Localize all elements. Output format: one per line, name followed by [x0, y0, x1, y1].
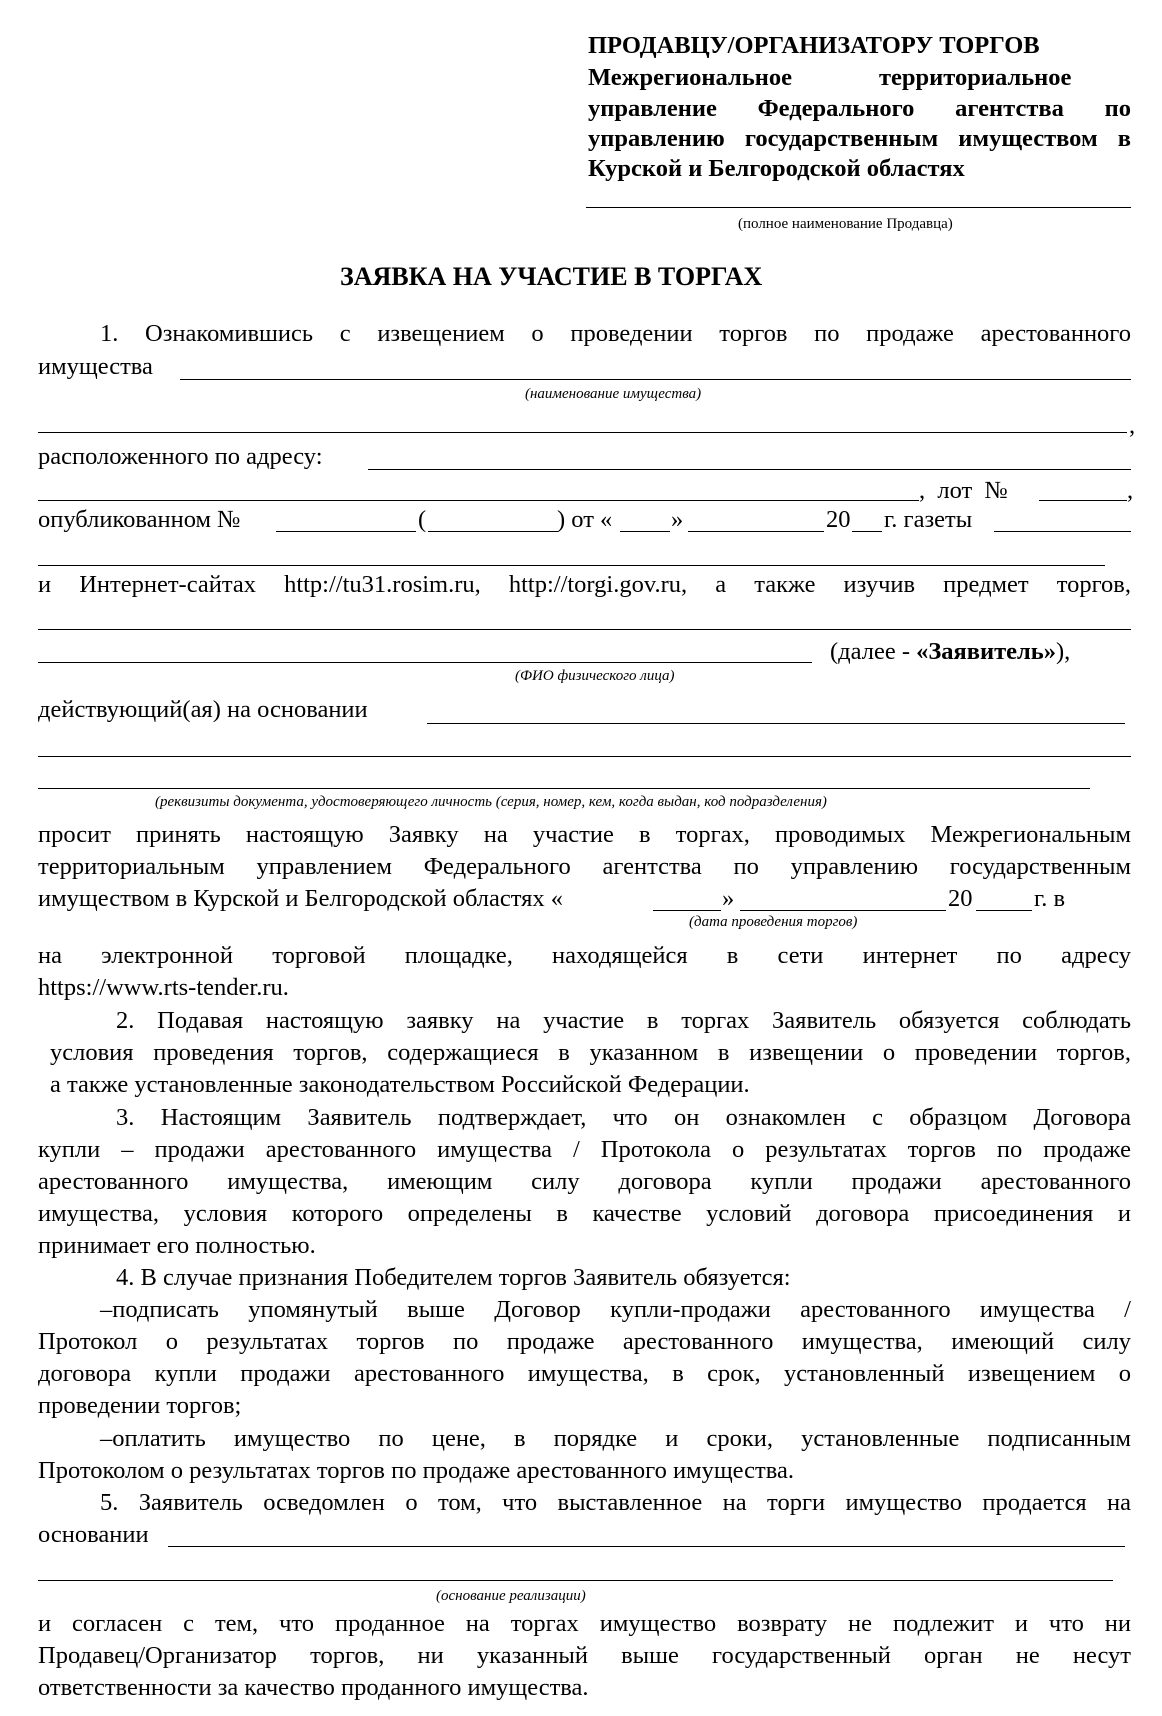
id-document-blank-2[interactable] — [38, 788, 1090, 789]
auction-day-blank[interactable] — [653, 910, 721, 911]
org-line-2: управление Федерального агентства по — [588, 95, 1131, 122]
p3-line-5: принимает его полностью. — [38, 1232, 316, 1259]
p5-line-4: Продавец/Организатор торгов, ни указанный выше государственный орган не несут — [38, 1642, 1131, 1669]
sale-basis-blank-2[interactable] — [38, 1580, 1113, 1581]
address-label: расположенного по адресу: — [38, 443, 323, 470]
p3-line-3: арестованного имущества, имеющим силу договора купли продажи арестованного — [38, 1168, 1131, 1195]
seller-name-caption: (полное наименование Продавца) — [738, 216, 953, 232]
auction-month-blank[interactable] — [740, 910, 946, 911]
sale-basis-blank[interactable] — [168, 1546, 1125, 1547]
published-label: опубликованном № — [38, 506, 241, 533]
publication-year-blank[interactable] — [852, 531, 882, 532]
p4-line-3: Протокол о результатах торгов по продаже арестованного имущества, имеющий силу — [38, 1328, 1131, 1355]
address-blank[interactable] — [368, 469, 1131, 470]
id-document-caption: (реквизиты документа, удостоверяющего личность (серия, номер, кем, когда выдан, код подразделения) — [155, 794, 827, 810]
org-line-4: Курской и Белгородской областях — [588, 155, 965, 182]
p5-line-3: и согласен с тем, что проданное на торгах имущество возврату не подлежит и что ни — [38, 1610, 1131, 1637]
request-year-prefix: 20 — [948, 885, 973, 912]
applicant-name-blank[interactable] — [38, 629, 1131, 630]
applicant-prefix: (далее - — [830, 638, 917, 665]
p2-line-1: 2. Подавая настоящую заявку на участие в торгах Заявитель обязуется соблюдать — [116, 1007, 1131, 1034]
platform-line-1: на электронной торговой площадке, находящейся в сети интернет по адресу — [38, 942, 1131, 969]
addressee-title: ПРОДАВЦУ/ОРГАНИЗАТОРУ ТОРГОВ — [588, 32, 1040, 59]
sale-basis-caption: (основание реализации) — [436, 1588, 586, 1604]
applicant-name-blank-2[interactable] — [38, 662, 812, 663]
seller-name-blank[interactable] — [586, 207, 1131, 208]
property-name-caption: (наименование имущества) — [525, 386, 702, 402]
fio-caption: (ФИО физического лица) — [515, 668, 675, 684]
request-line-2: территориальным управлением Федерального агентства по управлению государственным — [38, 853, 1131, 880]
applicant-suffix: ), — [1056, 638, 1071, 665]
request-quote-close: » — [722, 885, 735, 912]
newspaper-label: г. газеты — [884, 506, 973, 533]
auction-date-caption: (дата проведения торгов) — [689, 914, 858, 930]
p5-basis-label: основании — [38, 1521, 149, 1548]
org-line-1a: Межрегиональное — [588, 64, 792, 91]
applicant-suffix-line — [830, 640, 1070, 665]
property-comma: , — [1129, 412, 1136, 439]
paren-close-from: ) от « — [557, 506, 613, 533]
internet-sites-line: и Интернет-сайтах http://tu31.rosim.ru, http://torgi.gov.ru, а также изучив предмет торгов, — [38, 571, 1131, 598]
p4-line-2: –подписать упомянутый выше Договор купли-продажи арестованного имущества / — [100, 1296, 1131, 1323]
document-title: ЗАЯВКА НА УЧАСТИЕ В ТОРГАХ — [340, 262, 763, 291]
lot-number-blank[interactable] — [1039, 500, 1127, 501]
p4-line-5: проведении торгов; — [38, 1392, 242, 1419]
p2-line-3: а также установленные законодательством Российской Федерации. — [50, 1071, 750, 1098]
id-document-blank[interactable] — [38, 756, 1131, 757]
publication-day-blank[interactable] — [620, 531, 670, 532]
org-line-1b: территориальное — [879, 64, 1072, 91]
p3-line-1: 3. Настоящим Заявитель подтверждает, что он ознакомлен с образцом Договора — [116, 1104, 1131, 1131]
quote-close: » — [671, 506, 684, 533]
acting-label: действующий(ая) на основании — [38, 696, 368, 723]
newspaper-name-blank-2[interactable] — [38, 565, 1105, 566]
paren-open: ( — [418, 506, 427, 533]
p3-line-2: купли – продажи арестованного имущества / Протокола о результатах торгов по продаже — [38, 1136, 1131, 1163]
year-prefix: 20 — [826, 506, 851, 533]
p2-line-2: условия проведения торгов, содержащиеся в указанном в извещении о проведении торгов, — [50, 1039, 1131, 1066]
applicant-bold: «Заявитель» — [916, 638, 1057, 665]
org-line-3: управлению государственным имуществом в — [588, 125, 1131, 152]
property-name-blank-2[interactable] — [38, 432, 1127, 433]
newspaper-name-blank[interactable] — [994, 531, 1131, 532]
publication-number-blank[interactable] — [276, 531, 416, 532]
p4-line-6: –оплатить имущество по цене, в порядке и сроки, установленные подписанным — [100, 1425, 1131, 1452]
p5-line-1: 5. Заявитель осведомлен о том, что выставленное на торги имущество продается на — [100, 1489, 1131, 1516]
property-label: имущества — [38, 353, 153, 380]
p4-line-1: 4. В случае признания Победителем торгов Заявитель обязуется: — [116, 1264, 791, 1291]
p3-line-4: имущества, условия которого определены в качестве условий договора присоединения и — [38, 1200, 1131, 1227]
p5-line-5: ответственности за качество проданного имущества. — [38, 1674, 589, 1701]
property-name-blank[interactable] — [180, 379, 1131, 380]
publication-number-2-blank[interactable] — [428, 531, 558, 532]
request-line-3-end: г. в — [1034, 885, 1066, 912]
acting-basis-blank[interactable] — [427, 723, 1125, 724]
lot-comma: , — [1127, 477, 1134, 504]
p1-line-1: 1. Ознакомившись с извещением о проведении торгов по продаже арестованного — [100, 320, 1131, 347]
p4-line-7: Протоколом о результатах торгов по продаже арестованного имущества. — [38, 1457, 794, 1484]
auction-year-blank[interactable] — [976, 910, 1032, 911]
publication-month-blank[interactable] — [688, 531, 824, 532]
p4-line-4: договора купли продажи арестованного имущества, в срок, установленный извещением о — [38, 1360, 1131, 1387]
request-line-1: просит принять настоящую Заявку на участие в торгах, проводимых Межрегиональным — [38, 821, 1131, 848]
platform-url: https://www.rts-tender.ru. — [38, 974, 289, 1001]
address-blank-2[interactable] — [38, 500, 919, 501]
request-line-3-label: имуществом в Курской и Белгородской областях « — [38, 885, 564, 912]
lot-label: , лот № — [919, 477, 1008, 504]
